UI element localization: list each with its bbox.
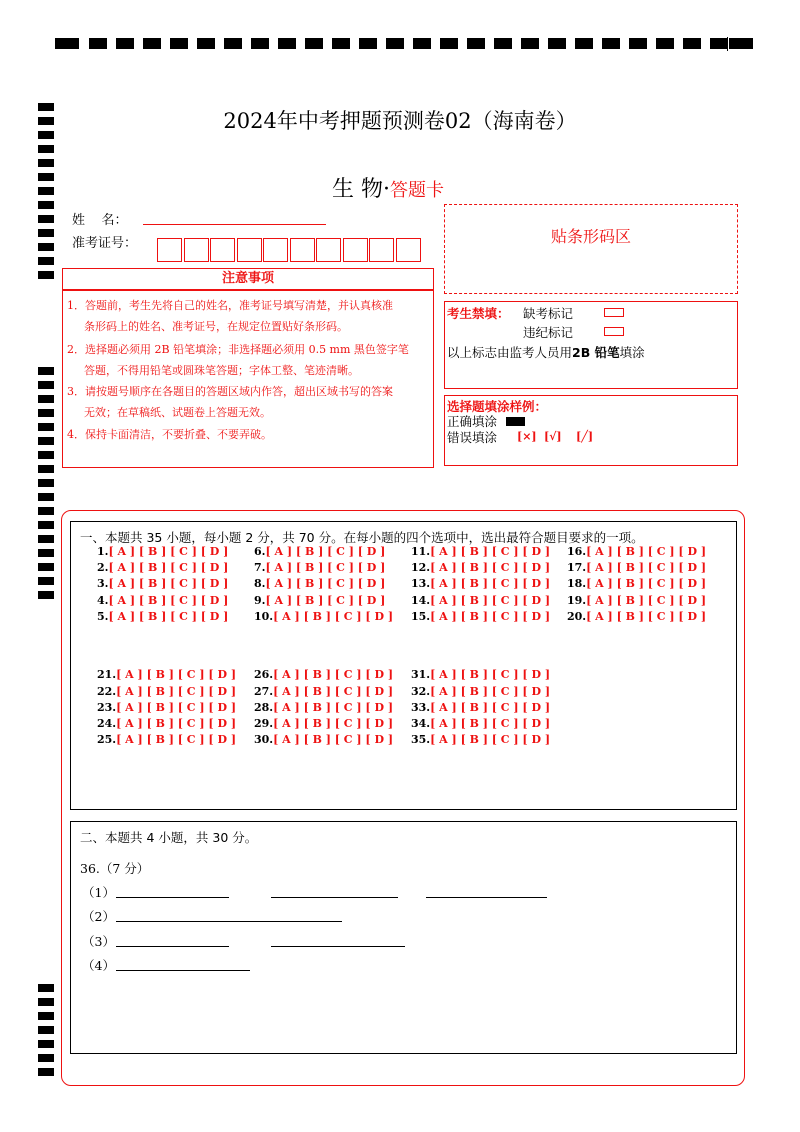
mc-question[interactable] (97, 561, 228, 574)
mc-options[interactable]: [ A ] [ B ] [ C ] [ D ] (273, 685, 394, 698)
timing-mark (143, 38, 161, 49)
timing-mark (55, 38, 79, 49)
timing-mark (386, 38, 404, 49)
mc-question-number: 10. (254, 610, 274, 623)
timing-mark (116, 38, 134, 49)
correct-fill-label: 正确填涂 (447, 414, 498, 429)
prohibited-label: 考生禁填： (447, 306, 510, 321)
mc-question-number: 4. (97, 594, 109, 607)
mc-options[interactable]: [ A ] [ B ] [ C ] [ D ] (273, 668, 394, 681)
q36-part4-blank[interactable] (116, 970, 250, 971)
q36-part2-blank[interactable] (116, 921, 342, 922)
timing-mark (38, 1012, 54, 1020)
timing-mark (467, 38, 485, 49)
timing-mark (38, 465, 54, 473)
timing-mark (38, 159, 54, 167)
notice-line: 2．选择题必须用 2B 铅笔填涂；非选择题必须用 0.5 mm 黑色签字笔 (67, 343, 409, 356)
mc-question[interactable] (254, 561, 385, 574)
mc-options[interactable]: [ A ] [ B ] [ C ] [ D ] (586, 577, 707, 590)
subject-name: 生 物 (332, 177, 383, 202)
id-digit-box[interactable] (237, 238, 262, 262)
mc-options[interactable]: [ A ] [ B ] [ C ] [ D ] (108, 610, 229, 623)
mc-question[interactable] (97, 668, 236, 681)
mc-options[interactable]: [ A ] [ B ] [ C ] [ D ] (430, 594, 551, 607)
id-digit-box[interactable] (316, 238, 341, 262)
timing-mark (656, 38, 674, 49)
mc-question-number: 3. (97, 577, 109, 590)
exam-title: 2024年中考押题预测卷02（海南卷） (223, 109, 577, 133)
q36-part1-label: （1） (82, 885, 115, 900)
mc-options[interactable]: [ A ] [ B ] [ C ] [ D ] (265, 561, 386, 574)
timing-mark (38, 187, 54, 195)
timing-mark (224, 38, 242, 49)
mc-question-number: 14. (411, 594, 431, 607)
mc-question[interactable] (97, 577, 228, 590)
notice-line: 4．保持卡面清洁，不要折叠、不要弄破。 (67, 428, 272, 441)
mc-question[interactable] (97, 685, 236, 698)
mc-question[interactable] (567, 545, 706, 558)
mc-question-number: 33. (411, 701, 431, 714)
prohibited-note-prefix: 以上标志由监考人员用 (447, 345, 573, 360)
mc-options[interactable]: [ A ] [ B ] [ C ] [ D ] (116, 717, 237, 730)
mc-question[interactable] (411, 610, 550, 623)
id-digit-box[interactable] (290, 238, 315, 262)
mc-question-number: 5. (97, 610, 109, 623)
id-label: 准考证号： (72, 236, 138, 251)
q36-label: 36.（7 分） (80, 861, 150, 876)
timing-mark (38, 563, 54, 571)
mc-question-number: 12. (411, 561, 431, 574)
timing-mark (332, 38, 350, 49)
timing-mark (602, 38, 620, 49)
name-label: 姓 名： (72, 213, 128, 228)
timing-mark (38, 423, 54, 431)
mc-question-number: 18. (567, 577, 587, 590)
mc-question-number: 34. (411, 717, 431, 730)
mc-question[interactable] (567, 561, 706, 574)
timing-mark (38, 451, 54, 459)
mc-options[interactable]: [ A ] [ B ] [ C ] [ D ] (116, 733, 237, 746)
q36-part1-blank-2[interactable] (271, 897, 398, 898)
mc-options[interactable]: [ A ] [ B ] [ C ] [ D ] (586, 610, 707, 623)
mc-question[interactable] (254, 577, 385, 590)
mc-question[interactable] (254, 717, 393, 730)
mc-question[interactable] (97, 717, 236, 730)
timing-mark (413, 38, 431, 49)
mc-question[interactable] (254, 701, 393, 714)
violation-mark-box[interactable] (604, 327, 624, 336)
mc-question-number: 17. (567, 561, 587, 574)
timing-mark (38, 271, 54, 279)
timing-mark (38, 201, 54, 209)
timing-mark (38, 549, 54, 557)
id-digit-box[interactable] (396, 238, 421, 262)
mc-question[interactable] (97, 545, 228, 558)
timing-mark (38, 984, 54, 992)
timing-mark (575, 38, 593, 49)
wrong-fill-label: 错误填涂 (447, 430, 498, 445)
mc-options[interactable]: [ A ] [ B ] [ C ] [ D ] (273, 733, 394, 746)
absent-mark-label: 缺考标记 (523, 306, 574, 321)
mc-options[interactable]: [ A ] [ B ] [ C ] [ D ] (108, 594, 229, 607)
timing-mark (38, 1040, 54, 1048)
id-digit-box[interactable] (184, 238, 209, 262)
mc-question[interactable] (411, 545, 550, 558)
wrong-mark-3: [╱] (576, 430, 594, 443)
mc-question[interactable] (567, 610, 706, 623)
mc-options[interactable]: [ A ] [ B ] [ C ] [ D ] (108, 577, 229, 590)
mc-question[interactable] (254, 594, 385, 607)
timing-mark (359, 38, 377, 49)
mc-question[interactable] (254, 610, 393, 623)
section2-box (70, 821, 737, 1054)
mc-options[interactable]: [ A ] [ B ] [ C ] [ D ] (430, 717, 551, 730)
timing-marks-top (55, 38, 755, 52)
barcode-area (444, 204, 738, 294)
mc-question-number: 22. (97, 685, 117, 698)
mc-options[interactable]: [ A ] [ B ] [ C ] [ D ] (586, 545, 707, 558)
prohibited-note-suffix: 填涂 (619, 345, 645, 360)
mc-question-number: 13. (411, 577, 431, 590)
answer-card-label: 答题卡 (390, 180, 444, 201)
mc-question-number: 15. (411, 610, 431, 623)
prohibited-note (447, 343, 645, 361)
notice-line: 无效；在草稿纸、试题卷上答题无效。 (84, 406, 271, 419)
mc-question-number: 7. (254, 561, 266, 574)
page-number: 11 (729, 37, 743, 50)
name-field[interactable] (143, 224, 326, 225)
section2-heading: 二、本题共 4 小题，共 30 分。 (80, 830, 258, 845)
section1-heading: 一、本题共 35 小题，每小题 2 分，共 70 分。在每小题的四个选项中，选出最符合题目要求的一项。 (80, 530, 644, 545)
mc-options[interactable]: [ A ] [ B ] [ C ] [ D ] (265, 545, 386, 558)
mc-question-number: 35. (411, 733, 431, 746)
mc-question-number: 11. (411, 545, 431, 558)
mc-options[interactable]: [ A ] [ B ] [ C ] [ D ] (273, 717, 394, 730)
mc-question-number: 8. (254, 577, 266, 590)
mc-options[interactable]: [ A ] [ B ] [ C ] [ D ] (430, 701, 551, 714)
mc-question-number: 2. (97, 561, 109, 574)
notice-line: 1．答题前，考生先将自己的姓名，准考证号填写清楚，并认真核准 (67, 299, 393, 312)
mc-options[interactable]: [ A ] [ B ] [ C ] [ D ] (116, 668, 237, 681)
timing-mark (38, 507, 54, 515)
timing-mark (38, 1026, 54, 1034)
timing-mark (38, 409, 54, 417)
notice-title: 注意事项 (62, 268, 434, 290)
timing-mark (38, 998, 54, 1006)
mc-options[interactable]: [ A ] [ B ] [ C ] [ D ] (273, 701, 394, 714)
id-digit-box[interactable] (157, 238, 182, 262)
mc-question[interactable] (254, 545, 385, 558)
timing-mark (38, 493, 54, 501)
mc-question[interactable] (97, 733, 236, 746)
notice-line: 条形码上的姓名、准考证号，在规定位置贴好条形码。 (84, 320, 348, 333)
mc-options[interactable]: [ A ] [ B ] [ C ] [ D ] (265, 594, 386, 607)
subtitle-separator: · (383, 177, 390, 202)
mc-question[interactable] (411, 685, 550, 698)
mc-question-number: 29. (254, 717, 274, 730)
mc-question-number: 32. (411, 685, 431, 698)
timing-mark (38, 215, 54, 223)
mc-question-number: 16. (567, 545, 587, 558)
timing-mark (38, 145, 54, 153)
mc-question-number: 21. (97, 668, 117, 681)
mc-question-number: 24. (97, 717, 117, 730)
id-digit-box[interactable] (210, 238, 235, 262)
mc-question-number: 26. (254, 668, 274, 681)
mc-question-number: 30. (254, 733, 274, 746)
mc-question-number: 25. (97, 733, 117, 746)
q36-part4-label: （4） (82, 958, 115, 973)
card-subtitle (332, 172, 444, 203)
mc-question-number: 31. (411, 668, 431, 681)
mc-options[interactable]: [ A ] [ B ] [ C ] [ D ] (586, 594, 707, 607)
notice-line: 答题，不得用铅笔或圆珠笔答题；字体工整、笔迹清晰。 (84, 364, 359, 377)
mc-question[interactable] (97, 610, 228, 623)
mc-options[interactable]: [ A ] [ B ] [ C ] [ D ] (430, 733, 551, 746)
mc-options[interactable]: [ A ] [ B ] [ C ] [ D ] (265, 577, 386, 590)
timing-mark (197, 38, 215, 49)
id-digit-box[interactable] (369, 238, 394, 262)
timing-mark (38, 437, 54, 445)
prohibited-note-bold: 2B 铅笔 (572, 345, 620, 360)
mc-question[interactable] (97, 594, 228, 607)
mc-options[interactable]: [ A ] [ B ] [ C ] [ D ] (108, 561, 229, 574)
timing-mark (89, 38, 107, 49)
q36-part3-label: （3） (82, 934, 115, 949)
q36-part1-blank-3[interactable] (426, 897, 547, 898)
timing-mark (38, 367, 54, 375)
mc-question[interactable] (411, 701, 550, 714)
absent-mark-box[interactable] (604, 308, 624, 317)
mc-options[interactable]: [ A ] [ B ] [ C ] [ D ] (116, 701, 237, 714)
mc-question[interactable] (567, 594, 706, 607)
timing-mark (548, 38, 566, 49)
violation-mark-label: 违纪标记 (523, 325, 574, 340)
mc-question-number: 9. (254, 594, 266, 607)
id-digit-box[interactable] (263, 238, 288, 262)
page-number-divider (727, 37, 728, 51)
timing-mark (38, 173, 54, 181)
mc-options[interactable]: [ A ] [ B ] [ C ] [ D ] (108, 545, 229, 558)
timing-mark (38, 229, 54, 237)
q36-part2-label: （2） (82, 909, 115, 924)
timing-mark (440, 38, 458, 49)
timing-mark (38, 257, 54, 265)
mc-question[interactable] (567, 577, 706, 590)
timing-mark (251, 38, 269, 49)
timing-mark (278, 38, 296, 49)
wrong-mark-1: [×] (517, 430, 537, 443)
mc-question[interactable] (411, 577, 550, 590)
mc-question-number: 27. (254, 685, 274, 698)
timing-mark (38, 395, 54, 403)
id-digit-box[interactable] (343, 238, 368, 262)
barcode-label: 贴条形码区 (550, 227, 631, 246)
timing-mark (170, 38, 188, 49)
mc-question[interactable] (97, 701, 236, 714)
notice-line: 3．请按题号顺序在各题目的答题区域内作答，超出区域书写的答案 (67, 385, 393, 398)
q36-part3-blank-2[interactable] (271, 946, 405, 947)
mc-question-number: 20. (567, 610, 587, 623)
q36-part3-blank-1[interactable] (116, 946, 229, 947)
timing-mark (710, 38, 728, 49)
timing-mark (38, 479, 54, 487)
mc-question[interactable] (254, 733, 393, 746)
timing-mark (38, 1068, 54, 1076)
sample-label: 选择题填涂样例： (447, 399, 548, 414)
timing-mark (38, 521, 54, 529)
timing-mark (38, 381, 54, 389)
mc-options[interactable]: [ A ] [ B ] [ C ] [ D ] (430, 561, 551, 574)
mc-question-number: 23. (97, 701, 117, 714)
timing-mark (305, 38, 323, 49)
mc-question[interactable] (411, 717, 550, 730)
timing-mark (38, 577, 54, 585)
mc-options[interactable]: [ A ] [ B ] [ C ] [ D ] (430, 668, 551, 681)
timing-mark (629, 38, 647, 49)
timing-mark (38, 243, 54, 251)
mc-options[interactable]: [ A ] [ B ] [ C ] [ D ] (430, 685, 551, 698)
timing-mark (38, 1054, 54, 1062)
timing-mark (494, 38, 512, 49)
mc-options[interactable]: [ A ] [ B ] [ C ] [ D ] (273, 610, 394, 623)
mc-question[interactable] (411, 561, 550, 574)
mc-options[interactable]: [ A ] [ B ] [ C ] [ D ] (430, 610, 551, 623)
mc-options[interactable]: [ A ] [ B ] [ C ] [ D ] (430, 577, 551, 590)
mc-question-number: 19. (567, 594, 587, 607)
mc-question[interactable] (254, 685, 393, 698)
mc-question[interactable] (411, 594, 550, 607)
q36-part1-blank-1[interactable] (116, 897, 229, 898)
mc-question-number: 28. (254, 701, 274, 714)
timing-mark (38, 535, 54, 543)
mc-question[interactable] (411, 733, 550, 746)
mc-question[interactable] (254, 668, 393, 681)
correct-fill-sample (506, 417, 525, 426)
mc-question-number: 6. (254, 545, 266, 558)
wrong-mark-2: [√] (544, 430, 562, 443)
mc-options[interactable]: [ A ] [ B ] [ C ] [ D ] (586, 561, 707, 574)
mc-question-number: 1. (97, 545, 109, 558)
timing-mark (683, 38, 701, 49)
mc-options[interactable]: [ A ] [ B ] [ C ] [ D ] (430, 545, 551, 558)
mc-options[interactable]: [ A ] [ B ] [ C ] [ D ] (116, 685, 237, 698)
timing-mark (38, 591, 54, 599)
mc-question[interactable] (411, 668, 550, 681)
timing-mark (521, 38, 539, 49)
